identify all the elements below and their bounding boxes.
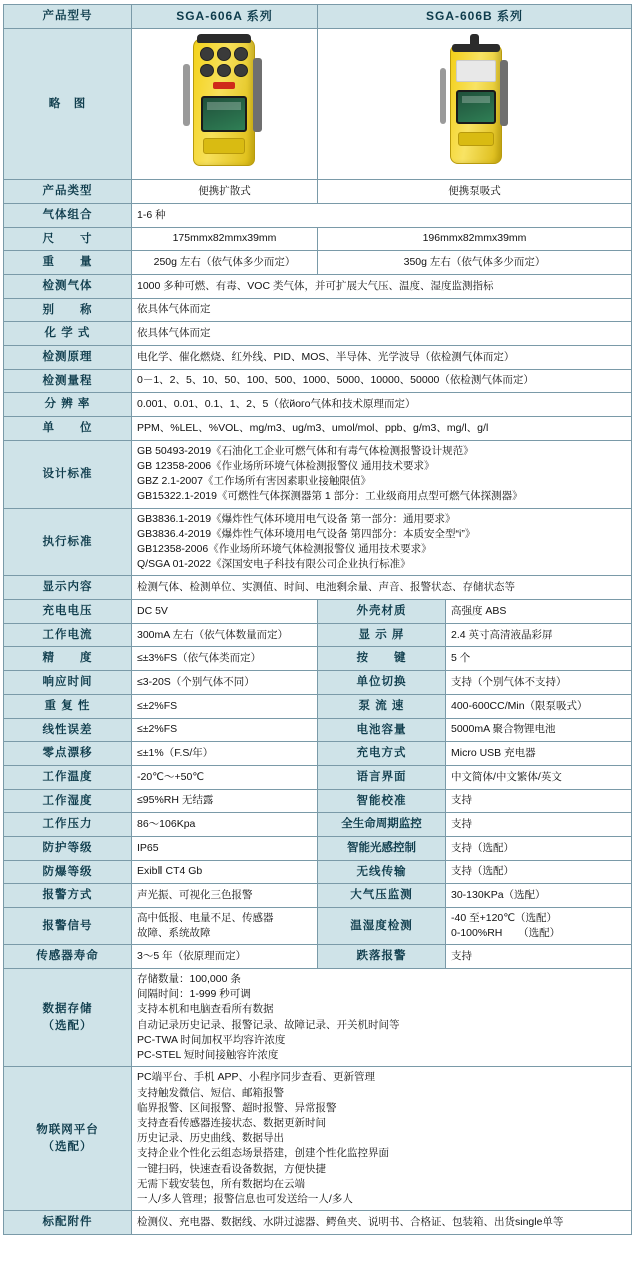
text-line: 高中低报、电量不足、传感器 [137, 911, 274, 924]
value-pump-flow: 400-600CC/Min（限泵吸式） [446, 694, 632, 718]
text-line: 无需下载安装包，所有数据均在云端 [137, 1177, 305, 1190]
label-data-storage-line2: （选配） [42, 1019, 93, 1032]
label-range: 检测量程 [4, 369, 132, 393]
text-line: PC-STEL 短时间接触容许浓度 [137, 1049, 279, 1062]
label-zero-drift: 零点漂移 [4, 742, 132, 766]
label-sensor-life: 传感器寿命 [4, 945, 132, 969]
value-smart-light: 支持（选配） [446, 836, 632, 860]
table-row-work-humidity [4, 789, 632, 813]
label-iot-platform-line2: （选配） [42, 1140, 93, 1153]
value-protection-level: IP65 [132, 836, 318, 860]
iot-platform-lines [137, 1070, 626, 1207]
label-repeatability: 重 复 性 [4, 694, 132, 718]
value-charge-voltage: DC 5V [132, 600, 318, 624]
model-a: SGA-606A 系列 [132, 5, 318, 29]
label-formula: 化 学 式 [4, 322, 132, 346]
label-iot-platform-line1: 物联网平台 [36, 1124, 99, 1137]
label-product-type: 产品类型 [4, 180, 132, 204]
value-principle: 电化学、催化燃烧、红外线、PID、MOS、半导体、光学波导（依检测气体而定） [132, 346, 632, 370]
label-protection-level: 防护等级 [4, 836, 132, 860]
value-smart-calibration: 支持 [446, 789, 632, 813]
text-line: GB3836.1-2019《爆炸性气体环境用电气设备 第一部分：通用要求》 [137, 512, 456, 525]
value-alarm-signal [132, 907, 318, 944]
table-row-size [4, 227, 632, 251]
text-line: GB12358-2006《作业场所环境气体检测报警仪 通用技术要求》 [137, 543, 432, 556]
table-row-unit [4, 417, 632, 441]
value-accuracy: ≤±3%FS（依气体类而定） [132, 647, 318, 671]
label-charge-method: 充电方式 [318, 742, 446, 766]
text-line: GB3836.4-2019《爆炸性气体环境用电气设备 第四部分：本质安全型“i”》 [137, 527, 476, 540]
value-pressure-monitor: 30-130KPa（选配） [446, 884, 632, 908]
value-work-humidity: ≤95%RH 无结露 [132, 789, 318, 813]
text-line: 支持查看传感器连接状态、数据更新时间 [137, 1116, 326, 1129]
text-line: GB 50493-2019《石油化工企业可燃气体和有毒气体检测报警设计规范》 [137, 444, 474, 457]
table-row-display-content [4, 576, 632, 600]
value-repeatability: ≤±2%FS [132, 694, 318, 718]
value-alias: 依具体气体而定 [132, 298, 632, 322]
label-smart-light: 智能光感控制 [318, 836, 446, 860]
label-exec-standard: 执行标准 [4, 508, 132, 576]
value-language: 中文简体/中文繁体/英文 [446, 765, 632, 789]
design-standard-lines [137, 444, 626, 505]
label-data-storage-line1: 数据存储 [42, 1002, 93, 1015]
label-size: 尺 寸 [4, 227, 132, 251]
model-b: SGA-606B 系列 [318, 5, 632, 29]
label-pressure-monitor: 大气压监测 [318, 884, 446, 908]
label-work-humidity: 工作湿度 [4, 789, 132, 813]
device-b-image [318, 29, 632, 180]
label-unit-switch: 单位切换 [318, 671, 446, 695]
device-a-image [132, 29, 318, 180]
value-temp-humidity [446, 907, 632, 944]
label-ex-level: 防爆等级 [4, 860, 132, 884]
label-charge-voltage: 充电电压 [4, 600, 132, 624]
value-gas-combo: 1-6 种 [132, 204, 632, 228]
table-row-work-pressure [4, 813, 632, 837]
label-model: 产品型号 [4, 5, 132, 29]
label-lifecycle-monitor: 全生命周期监控 [318, 813, 446, 837]
text-line: 自动记录历史记录、报警记录、故障记录、开关机时间等 [137, 1018, 400, 1031]
value-zero-drift: ≤±1%（F.S/年） [132, 742, 318, 766]
text-line: GB 12358-2006《作业场所环境气体检测报警仪 通用技术要求》 [137, 459, 435, 472]
value-unit: PPM、%LEL、%VOL、mg/m3、ug/m3、umol/mol、ppb、g/m3、mg/l、g/l [132, 417, 632, 441]
value-resolution: 0.001、0.01、0.1、1、2、5（依його气体和技术原理而定） [132, 393, 632, 417]
label-accessories: 标配附件 [4, 1211, 132, 1235]
label-resolution: 分 辨 率 [4, 393, 132, 417]
label-temp-humidity: 温湿度检测 [318, 907, 446, 944]
label-sketch: 略 图 [4, 29, 132, 180]
table-row-sketch [4, 29, 632, 180]
value-keys: 5 个 [446, 647, 632, 671]
table-row-design-standard [4, 440, 632, 508]
label-iot-platform [4, 1067, 132, 1211]
label-detect-gas: 检测气体 [4, 275, 132, 299]
table-row-ex-level [4, 860, 632, 884]
text-line: GB15322.1-2019《可燃性气体探测器第 1 部分：工业级商用点型可燃气体探测器》 [137, 490, 523, 503]
label-work-temp: 工作温度 [4, 765, 132, 789]
table-row-formula [4, 322, 632, 346]
value-charge-method: Micro USB 充电器 [446, 742, 632, 766]
table-row-repeatability [4, 694, 632, 718]
table-row-charge-voltage [4, 600, 632, 624]
text-line: 临界报警、区间报警、超时报警、异常报警 [137, 1101, 337, 1114]
value-weight-b: 350g 左右（依气体多少而定） [318, 251, 632, 275]
table-row-response-time [4, 671, 632, 695]
specification-table [3, 4, 632, 1235]
value-ex-level: ExibⅡ CT4 Gb [132, 860, 318, 884]
table-row-work-temp [4, 765, 632, 789]
value-work-pressure: 86～106Kpa [132, 813, 318, 837]
label-pump-flow: 泵 流 速 [318, 694, 446, 718]
text-line: 一人/多人管理；报警信息也可发送给一人/多人 [137, 1193, 353, 1206]
table-row-data-storage [4, 968, 632, 1066]
label-language: 语言界面 [318, 765, 446, 789]
value-working-current: 300mA 左右（依气体数量而定） [132, 623, 318, 647]
value-wireless: 支持（选配） [446, 860, 632, 884]
table-row-gas-combo [4, 204, 632, 228]
table-row-alias [4, 298, 632, 322]
label-data-storage [4, 968, 132, 1066]
label-smart-calibration: 智能校准 [318, 789, 446, 813]
label-alias: 别 称 [4, 298, 132, 322]
label-drop-alarm: 跌落报警 [318, 945, 446, 969]
value-exec-standard [132, 508, 632, 576]
value-range: 0－1、2、5、10、50、100、500、1000、5000、10000、50000（依检测气体而定） [132, 369, 632, 393]
value-design-standard [132, 440, 632, 508]
label-weight: 重 量 [4, 251, 132, 275]
text-line: 支持触发微信、短信、邮箱报警 [137, 1086, 284, 1099]
label-principle: 检测原理 [4, 346, 132, 370]
table-row-zero-drift [4, 742, 632, 766]
value-accessories: 检测仪、充电器、数据线、水阱过滤器、鳄鱼夹、说明书、合格证、包装箱、出货single单等 [132, 1211, 632, 1235]
value-size-a: 175mmx82mmx39mm [132, 227, 318, 251]
text-line: 一键扫码，快速查看设备数据，方便快捷 [137, 1162, 326, 1175]
value-shell-material: 高强度 ABS [446, 600, 632, 624]
label-unit: 单 位 [4, 417, 132, 441]
value-battery-capacity: 5000mA 聚合物锂电池 [446, 718, 632, 742]
alarm-signal-lines [137, 911, 312, 941]
label-keys: 按 键 [318, 647, 446, 671]
value-drop-alarm: 支持 [446, 945, 632, 969]
device-a-illustration [179, 32, 271, 172]
text-line: -40 至+120℃（选配） [451, 911, 558, 924]
text-line: 支持本机和电脑查看所有数据 [137, 1003, 274, 1016]
label-alarm-mode: 报警方式 [4, 884, 132, 908]
table-row-exec-standard [4, 508, 632, 576]
text-line: 故障、系统故障 [137, 927, 211, 940]
value-sensor-life: 3～5 年（依原理而定） [132, 945, 318, 969]
table-row-linear-error [4, 718, 632, 742]
text-line: 0-100%RH （选配） [451, 927, 561, 940]
data-storage-lines [137, 972, 626, 1063]
table-row-alarm-mode [4, 884, 632, 908]
text-line: PC-TWA 时间加权平均容许浓度 [137, 1033, 286, 1046]
value-iot-platform [132, 1067, 632, 1211]
label-work-pressure: 工作压力 [4, 813, 132, 837]
label-alarm-signal: 报警信号 [4, 907, 132, 944]
table-row-working-current [4, 623, 632, 647]
table-row-principle [4, 346, 632, 370]
value-alarm-mode: 声光振、可视化三色报警 [132, 884, 318, 908]
label-design-standard: 设计标准 [4, 440, 132, 508]
text-line: GBZ 2.1-2007《工作场所有害因素职业接触限值》 [137, 475, 371, 488]
exec-standard-lines [137, 512, 626, 573]
temp-humidity-lines [451, 911, 626, 941]
label-linear-error: 线性误差 [4, 718, 132, 742]
device-b-illustration [434, 32, 516, 172]
value-formula: 依具体气体而定 [132, 322, 632, 346]
label-response-time: 响应时间 [4, 671, 132, 695]
table-row-alarm-signal [4, 907, 632, 944]
value-response-time: ≤3-20S（个别气体不同） [132, 671, 318, 695]
table-row-product-type [4, 180, 632, 204]
text-line: 存储数量：100,000 条 [137, 972, 241, 985]
label-working-current: 工作电流 [4, 623, 132, 647]
label-gas-combo: 气体组合 [4, 204, 132, 228]
table-row-resolution [4, 393, 632, 417]
table-row-accessories [4, 1211, 632, 1235]
label-accuracy: 精 度 [4, 647, 132, 671]
table-row-model [4, 5, 632, 29]
label-display-screen: 显 示 屏 [318, 623, 446, 647]
table-row-sensor-life [4, 945, 632, 969]
table-row-accuracy [4, 647, 632, 671]
text-line: 间隔时间：1-999 秒可调 [137, 988, 251, 1001]
value-display-screen: 2.4 英寸高清液晶彩屏 [446, 623, 632, 647]
text-line: Q/SGA 01-2022《深国安电子科技有限公司企业执行标准》 [137, 558, 411, 571]
value-linear-error: ≤±2%FS [132, 718, 318, 742]
table-row-range [4, 369, 632, 393]
value-detect-gas: 1000 多种可燃、有毒、VOC 类气体，并可扩展大气压、温度、湿度监测指标 [132, 275, 632, 299]
table-row-detect-gas [4, 275, 632, 299]
value-display-content: 检测气体、检测单位、实测值、时间、电池剩余量、声音、报警状态、存储状态等 [132, 576, 632, 600]
value-product-type-b: 便携泵吸式 [318, 180, 632, 204]
value-product-type-a: 便携扩散式 [132, 180, 318, 204]
value-weight-a: 250g 左右（依气体多少而定） [132, 251, 318, 275]
table-row-weight [4, 251, 632, 275]
table-row-iot-platform [4, 1067, 632, 1211]
table-row-protection-level [4, 836, 632, 860]
label-display-content: 显示内容 [4, 576, 132, 600]
text-line: 支持企业个性化云组态场景搭建，创建个性化监控界面 [137, 1147, 389, 1160]
label-wireless: 无线传输 [318, 860, 446, 884]
value-lifecycle-monitor: 支持 [446, 813, 632, 837]
text-line: PC端平台、手机 APP、小程序同步查看、更新管理 [137, 1071, 376, 1084]
value-unit-switch: 支持（个别气体不支持） [446, 671, 632, 695]
value-size-b: 196mmx82mmx39mm [318, 227, 632, 251]
value-data-storage [132, 968, 632, 1066]
label-battery-capacity: 电池容量 [318, 718, 446, 742]
value-work-temp: -20℃～+50℃ [132, 765, 318, 789]
label-shell-material: 外壳材质 [318, 600, 446, 624]
text-line: 历史记录、历史曲线、数据导出 [137, 1132, 284, 1145]
